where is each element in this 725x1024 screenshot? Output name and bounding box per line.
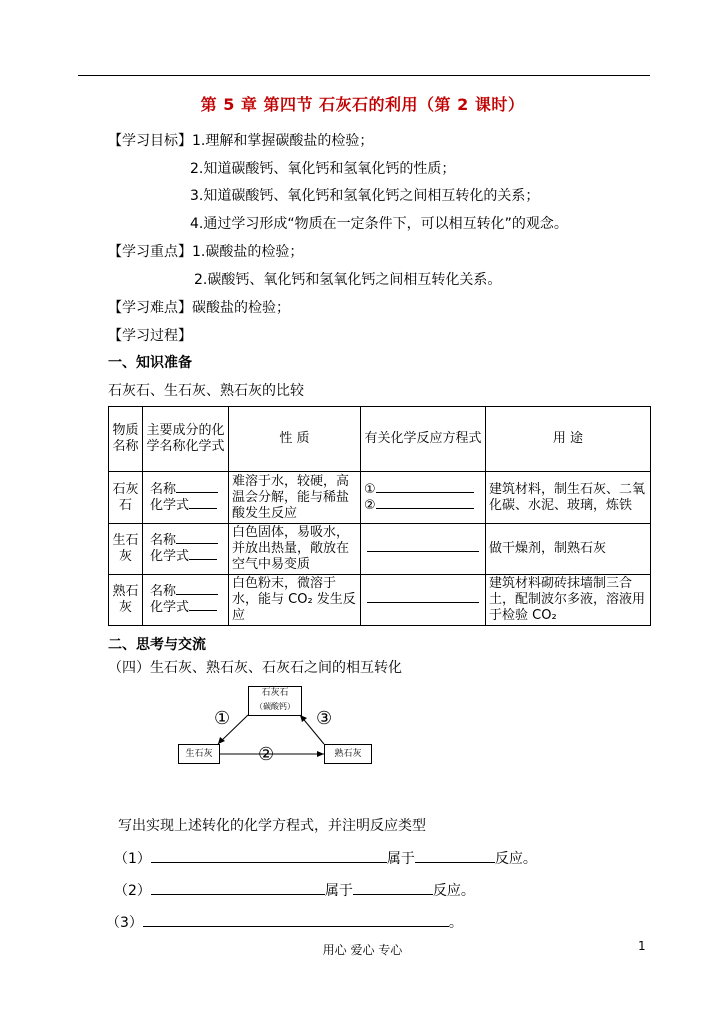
reaction-cell bbox=[361, 472, 486, 524]
page-title: 第 5 章 第四节 石灰石的利用（第 2 课时） bbox=[200, 95, 525, 114]
exercise-line-2 bbox=[114, 880, 475, 900]
reaction-blank[interactable] bbox=[376, 492, 474, 493]
reaction-blank[interactable] bbox=[367, 551, 479, 552]
property-cell: 白色固体，易吸水，并放出热量，敞放在空气中易变质 bbox=[229, 524, 361, 575]
section1-heading: 一、知识准备 bbox=[108, 355, 192, 371]
page-number: 1 bbox=[638, 939, 646, 953]
objective-item: 3.知道碳酸钙、氧化钙和氢氧化钙之间相互转化的关系； bbox=[190, 188, 540, 204]
exercise-num: （3） bbox=[106, 915, 143, 931]
use-cell: 做干燥剂，制熟石灰 bbox=[486, 524, 651, 575]
slaked-lime-box: 熟石灰 bbox=[324, 744, 372, 764]
header-cell: 性 质 bbox=[229, 407, 361, 472]
top-rule bbox=[78, 75, 650, 76]
reaction-blank[interactable] bbox=[367, 602, 479, 603]
type-blank[interactable] bbox=[353, 894, 433, 895]
line-end: 。 bbox=[448, 915, 463, 931]
type-blank[interactable] bbox=[415, 862, 495, 863]
substance-name: 石灰石 bbox=[109, 472, 143, 524]
comparison-table bbox=[108, 406, 651, 626]
reaction-suffix: 反应。 bbox=[432, 883, 475, 899]
difficulty-text: 碳酸盐的检验； bbox=[192, 300, 290, 316]
formula-label: 化学式 bbox=[150, 497, 190, 513]
substance-name: 熟石灰 bbox=[109, 575, 143, 626]
table-row bbox=[109, 575, 651, 626]
reaction-suffix: 反应。 bbox=[494, 851, 537, 867]
formula-label: 化学式 bbox=[150, 600, 190, 615]
exercise-line-1 bbox=[114, 848, 537, 868]
formula-cell bbox=[143, 575, 229, 626]
exercise-line-3 bbox=[106, 912, 463, 932]
diagram-arrows bbox=[176, 684, 376, 774]
equation-blank[interactable] bbox=[151, 862, 387, 863]
name-blank[interactable] bbox=[176, 594, 218, 595]
process-label: 【学习过程】 bbox=[108, 328, 192, 344]
formula-cell bbox=[143, 472, 229, 524]
header-cell: 用 途 bbox=[486, 407, 651, 472]
substance-name: 生石灰 bbox=[109, 524, 143, 575]
limestone-sub: （碳酸钙） bbox=[255, 702, 295, 711]
quicklime-box: 生石灰 bbox=[178, 744, 220, 764]
footer-motto: 用心 爱心 专心 bbox=[322, 943, 403, 957]
step-mark-1: ① bbox=[214, 708, 231, 729]
section2-heading: 二、思考与交流 bbox=[108, 637, 206, 653]
exercise-prompt: 写出实现上述转化的化学方程式，并注明反应类型 bbox=[118, 818, 426, 834]
property-cell: 白色粉末，微溶于水，能与 CO₂ 发生反应 bbox=[229, 575, 361, 626]
table-header-row bbox=[109, 407, 651, 472]
table-row bbox=[109, 524, 651, 575]
keypoint-item: 1.碳酸盐的检验； bbox=[192, 244, 304, 260]
use-cell: 建筑材料，制生石灰、二氧化碳、水泥、玻璃，炼铁 bbox=[486, 472, 651, 524]
formula-label: 化学式 bbox=[150, 549, 190, 564]
section2-subtitle: （四）生石灰、熟石灰、石灰石之间的相互转化 bbox=[108, 660, 402, 676]
reaction-cell bbox=[361, 575, 486, 626]
exercise-num: （1） bbox=[114, 851, 151, 867]
belongs-label: 属于 bbox=[324, 883, 353, 899]
exercise-num: （2） bbox=[114, 883, 151, 899]
objective-item: 2.知道碳酸钙、氧化钙和氢氧化钙的性质； bbox=[190, 161, 456, 177]
difficulty-label: 【学习难点】 bbox=[108, 300, 192, 316]
name-label: 名称 bbox=[150, 481, 177, 497]
formula-blank[interactable] bbox=[189, 559, 217, 560]
reaction-cell bbox=[361, 524, 486, 575]
keypoint-item: 2.碳酸钙、氧化钙和氢氧化钙之间相互转化关系。 bbox=[194, 272, 502, 288]
header-cell: 物质名称 bbox=[109, 407, 143, 472]
keypoints-line-1 bbox=[108, 241, 303, 261]
section1-subtitle: 石灰石、生石灰、熟石灰的比较 bbox=[108, 383, 304, 399]
step-mark-3: ③ bbox=[316, 708, 333, 729]
limestone-label: 石灰石 bbox=[261, 688, 289, 698]
name-blank[interactable] bbox=[176, 492, 218, 493]
step-mark-2: ② bbox=[258, 744, 275, 765]
conversion-diagram bbox=[176, 684, 376, 774]
property-cell: 难溶于水，较硬，高温会分解，能与稀盐酸发生反应 bbox=[229, 472, 361, 524]
arrowhead bbox=[317, 751, 324, 757]
formula-blank[interactable] bbox=[189, 508, 217, 509]
arrowhead bbox=[300, 715, 307, 722]
difficulty-line bbox=[108, 297, 290, 317]
objectives-label: 【学习目标】 bbox=[108, 133, 192, 149]
equation-blank[interactable] bbox=[143, 926, 449, 927]
objective-item: 1.理解和掌握碳酸盐的检验； bbox=[192, 133, 374, 149]
use-cell: 建筑材料砌砖抹墙制三合土，配制波尔多液，溶液用于检验 CO₂ bbox=[486, 575, 651, 626]
name-blank[interactable] bbox=[176, 543, 218, 544]
reaction-mark: ② bbox=[364, 497, 376, 513]
reaction-blank[interactable] bbox=[376, 508, 474, 509]
formula-blank[interactable] bbox=[189, 610, 217, 611]
reaction-mark: ① bbox=[364, 481, 376, 497]
table-row bbox=[109, 472, 651, 524]
keypoints-label: 【学习重点】 bbox=[108, 244, 192, 260]
equation-blank[interactable] bbox=[151, 894, 325, 895]
belongs-label: 属于 bbox=[386, 851, 415, 867]
objective-item: 4.通过学习形成“物质在一定条件下，可以相互转化”的观念。 bbox=[190, 216, 568, 232]
header-cell: 有关化学反应方程式 bbox=[361, 407, 486, 472]
header-cell: 主要成分的化学名称化学式 bbox=[143, 407, 229, 472]
name-label: 名称 bbox=[150, 584, 177, 599]
objectives-line-1 bbox=[108, 130, 373, 150]
name-label: 名称 bbox=[150, 533, 177, 548]
formula-cell bbox=[143, 524, 229, 575]
